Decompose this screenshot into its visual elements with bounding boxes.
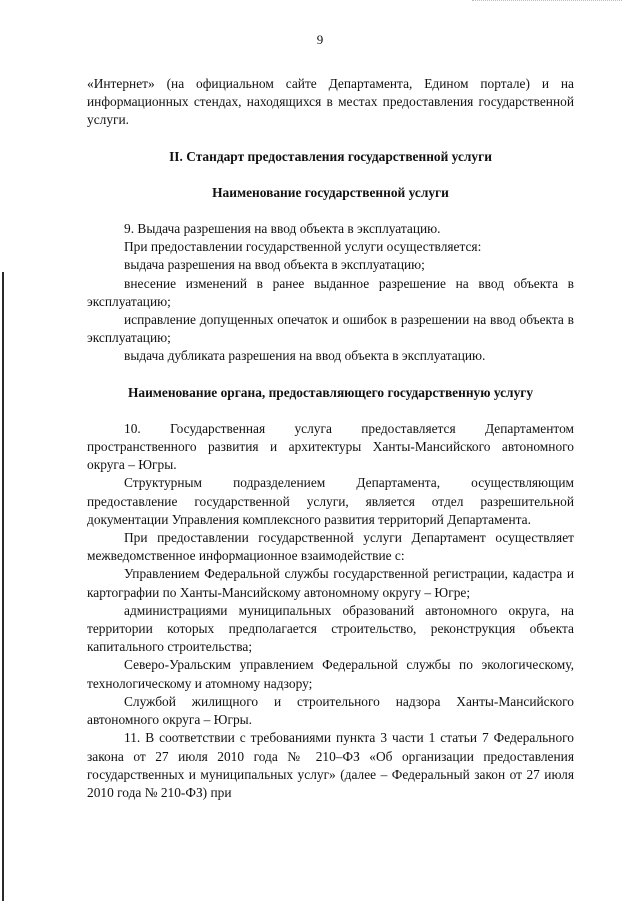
paragraph-9: 9. Выдача разрешения на ввод объекта в эксплуатацию. xyxy=(124,221,441,237)
paragraph-10: 10. Государственная услуга предоставляется Департаментом пространственного развития и архитектуры Ханты-Мансийского автономного округа – Югры. xyxy=(87,420,574,473)
paragraph-9-lead: При предоставлении государственной услуги осуществляется: xyxy=(124,239,482,255)
paragraph-10-interaction: При предоставлении государственной услуги Департамент осуществляет межведомственное информационное взаимодействие с: xyxy=(87,530,574,564)
paragraph-9-item-2: внесение изменений в ранее выданное разрешение на ввод объекта в эксплуатацию; xyxy=(87,275,574,309)
paragraph-10-structure: Структурным подразделением Департамента, осуществляющим предоставление государственной услуги, является отдел разрешительной документации Управления комплексного развития территорий Департамента. xyxy=(87,475,574,527)
paragraph-10-item-3: Северо-Уральским управлением Федеральной службы по экологическому, технологическому и атомному надзору; xyxy=(87,657,574,691)
paragraph-9-item-3: исправление допущенных опечаток и ошибок в разрешении на ввод объекта в эксплуатацию; xyxy=(87,312,574,346)
scan-artifact-top xyxy=(472,0,622,4)
page-number: 9 xyxy=(316,32,324,47)
paragraph-10-item-4: Службой жилищного и строительного надзора Ханты-Мансийского автономного округа – Югры. xyxy=(87,693,574,728)
heading-organ: Наименование органа, предоставляющего государственную услугу xyxy=(127,384,534,400)
paragraph-11: 11. В соответствии с требованиями пункта 3 части 1 статьи 7 Федерального закона от 27 июля 2010 года № 210–ФЗ «Об организации предоставления государственных и муниципальных услуг» (далее – Федеральный закон от 27 июля 2010 года № 210-ФЗ) при xyxy=(87,730,574,800)
paragraph-9-item-1: выдача разрешения на ввод объекта в эксплуатацию; xyxy=(124,257,425,273)
document-body xyxy=(87,75,574,802)
heading-section-2: II. Стандарт предоставления государственной услуги xyxy=(169,148,492,164)
paragraph-10-item-2: администрациями муниципальных образований автономного округа, на территории которых предполагается строительство, реконструкция объекта капитального строительства; xyxy=(87,602,574,655)
heading-service-name: Наименование государственной услуги xyxy=(212,184,449,200)
paragraph-9-item-4: выдача дубликата разрешения на ввод объекта в эксплуатацию. xyxy=(124,348,486,364)
paragraph-intro: «Интернет» (на официальном сайте Департамента, Едином портале) и на информационных стендах, находящихся в местах предоставления государственной услуги. xyxy=(87,76,574,128)
paragraph-10-item-1: Управлением Федеральной службы государственной регистрации, кадастра и картографии по Ханты-Мансийскому автономному округу – Югре; xyxy=(87,566,574,600)
scan-edge-left xyxy=(2,272,4,901)
